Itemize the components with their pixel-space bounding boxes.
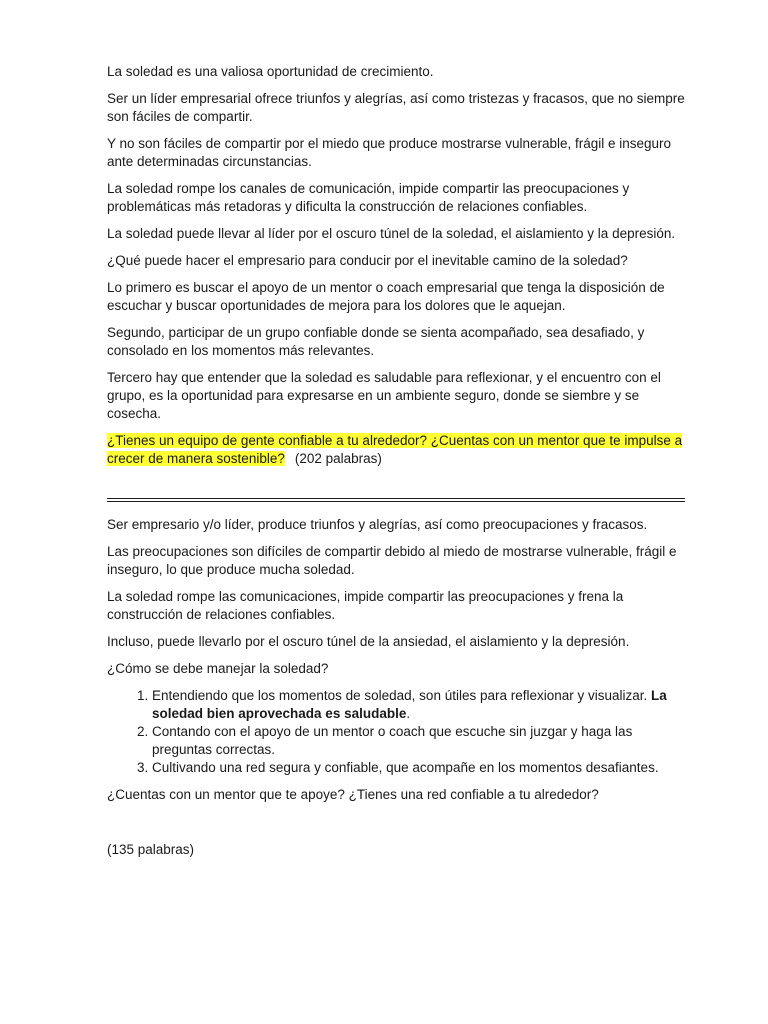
paragraph: La soledad puede llevar al líder por el oscuro túnel de la soledad, el aislamiento y la depresión.	[107, 226, 676, 241]
highlighted-text: ¿Tienes un equipo de gente confiable a tu alrededor? ¿Cuentas con un mentor que te impulse a crecer de manera sostenible?	[107, 433, 683, 466]
list-item-bold-text: La soledad bien aprovechada es saludable	[152, 688, 667, 721]
spacer	[107, 813, 688, 841]
section-first-draft	[107, 63, 688, 468]
paragraph: La soledad rompe los canales de comunicación, impide compartir las preocupaciones y problemáticas más retadoras y dificulta la construcción de relaciones confiables.	[107, 181, 630, 214]
list-item-text: Entendiendo que los momentos de soledad, son útiles para reflexionar y visualizar.	[152, 688, 652, 703]
list-item: 3. Cultivando una red segura y confiable, que acompañe en los momentos desafiantes.	[152, 759, 688, 777]
section-second-draft	[107, 516, 688, 859]
list-item-end: .	[406, 706, 411, 721]
section-divider	[107, 498, 685, 502]
paragraph: Tercero hay que entender que la soledad es saludable para reflexionar, y el encuentro con el grupo, es la oportunidad para expresarse en un ambiente seguro, donde se siembre y se cosecha.	[107, 370, 661, 421]
paragraph: La soledad rompe las comunicaciones, impide compartir las preocupaciones y frena la construcción de relaciones confiables.	[107, 589, 624, 622]
word-count: (135 palabras)	[107, 842, 195, 857]
paragraph: La soledad es una valiosa oportunidad de crecimiento.	[107, 64, 434, 79]
paragraph: Ser un líder empresarial ofrece triunfos y alegrías, así como tristezas y fracasos, que no siempre son fáciles de compartir.	[107, 91, 685, 124]
paragraph: Segundo, participar de un grupo confiable donde se sienta acompañado, sea desafiado, y consolado en los momentos más relevantes.	[107, 325, 645, 358]
paragraph: Ser empresario y/o líder, produce triunfos y alegrías, así como preocupaciones y fracasos.	[107, 517, 648, 532]
paragraph: ¿Qué puede hacer el empresario para conducir por el inevitable camino de la soledad?	[107, 253, 628, 268]
closing-question: ¿Cuentas con un mentor que te apoye? ¿Tienes una red confiable a tu alrededor?	[107, 787, 599, 802]
paragraph: Lo primero es buscar el apoyo de un mentor o coach empresarial que tenga la disposición de escuchar y buscar oportunidades de mejora para los dolores que le aquejan.	[107, 280, 665, 313]
word-count: (202 palabras)	[294, 451, 382, 466]
paragraph: Y no son fáciles de compartir por el miedo que produce mostrarse vulnerable, frágil e inseguro ante determinadas circunstancias.	[107, 136, 672, 169]
highlighted-question-paragraph	[107, 432, 688, 468]
list-item	[152, 687, 688, 723]
list-item: 2. Contando con el apoyo de un mentor o coach que escuche sin juzgar y haga las preguntas correctas.	[152, 723, 688, 759]
paragraph: Incluso, puede llevarlo por el oscuro túnel de la ansiedad, el aislamiento y la depresión.	[107, 634, 630, 649]
paragraph: Las preocupaciones son difíciles de compartir debido al miedo de mostrarse vulnerable, frágil e inseguro, lo que produce mucha soledad.	[107, 544, 677, 577]
paragraph: ¿Cómo se debe manejar la soledad?	[107, 661, 329, 676]
numbered-list	[107, 687, 688, 777]
